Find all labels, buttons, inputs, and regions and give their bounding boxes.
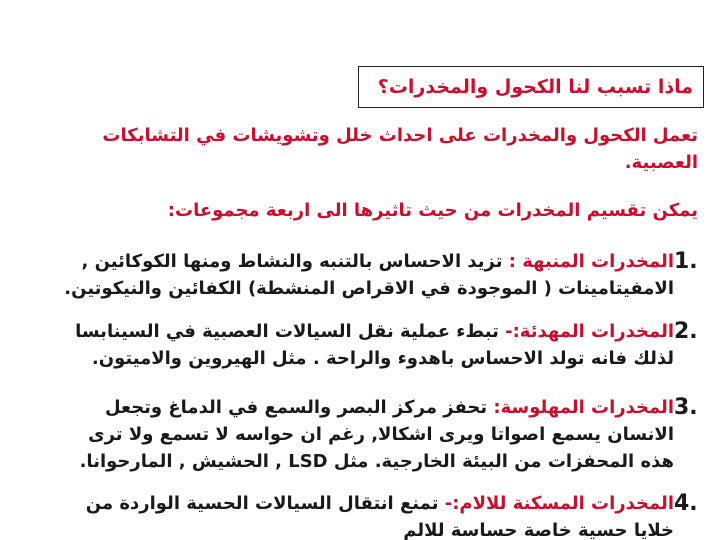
item-text-line-1: تحفز مركز البصر والسمع في الدماغ وتجعل <box>104 397 494 418</box>
list-item <box>16 318 706 372</box>
item-text-line-2: لذلك فانه تولد الاحساس باهدوء والراحة . مثل الهيروين والاميتون. <box>91 348 674 369</box>
item-number: 2. <box>674 319 698 344</box>
intro-paragraph <box>58 122 698 176</box>
item-heading: المخدرات المنبهة : <box>508 251 674 272</box>
item-text-line-3: هذه المحفزات من البيئة الخارجية. مثل LSD , الحشيش , المارحوانا. <box>79 451 674 472</box>
item-text-line-2: الامفيتامينات ( الموجودة في الاقراص المنشطة) الكفائين والنيكوتين. <box>64 278 674 299</box>
intro-line-2: العصبية. <box>624 152 698 173</box>
item-number: 3. <box>674 395 698 420</box>
item-text-line-1: تزيد الاحساس بالتنبه والنشاط ومنها الكوكائين , <box>81 251 509 272</box>
slide-title: ماذا تسبب لنا الكحول والمخدرات؟ <box>358 66 704 108</box>
division-paragraph <box>58 197 698 224</box>
division-line: يمكن تقسيم المخدرات من حيث تاثيرها الى اربعة مجموعات: <box>167 200 698 221</box>
item-heading: المخدرات المهدئة:- <box>505 321 674 342</box>
item-heading: المخدرات المهلوسة: <box>493 397 674 418</box>
item-number: 1. <box>674 249 698 274</box>
item-text-line-1: تمنع انتقال السيالات الحسية الواردة من <box>85 493 445 514</box>
list-item <box>16 394 706 475</box>
list-item <box>16 490 706 540</box>
list-item <box>16 248 706 302</box>
intro-line-1: تعمل الكحول والمخدرات على احداث خلل وتشويشات في التشابكات <box>102 125 698 146</box>
item-heading: المخدرات المسكنة للالام:- <box>444 493 674 514</box>
item-number: 4. <box>674 491 698 516</box>
item-text-line-2: الانسان يسمع اصواتا ويرى اشكالا, رغم ان حواسه لا تسمع ولا ترى <box>88 424 674 445</box>
item-text-line-2: خلايا حسية خاصة حساسة للالم <box>403 520 674 540</box>
item-text-line-1: تبطء عملية نقل السيالات العصبية في السينابسا <box>75 321 506 342</box>
